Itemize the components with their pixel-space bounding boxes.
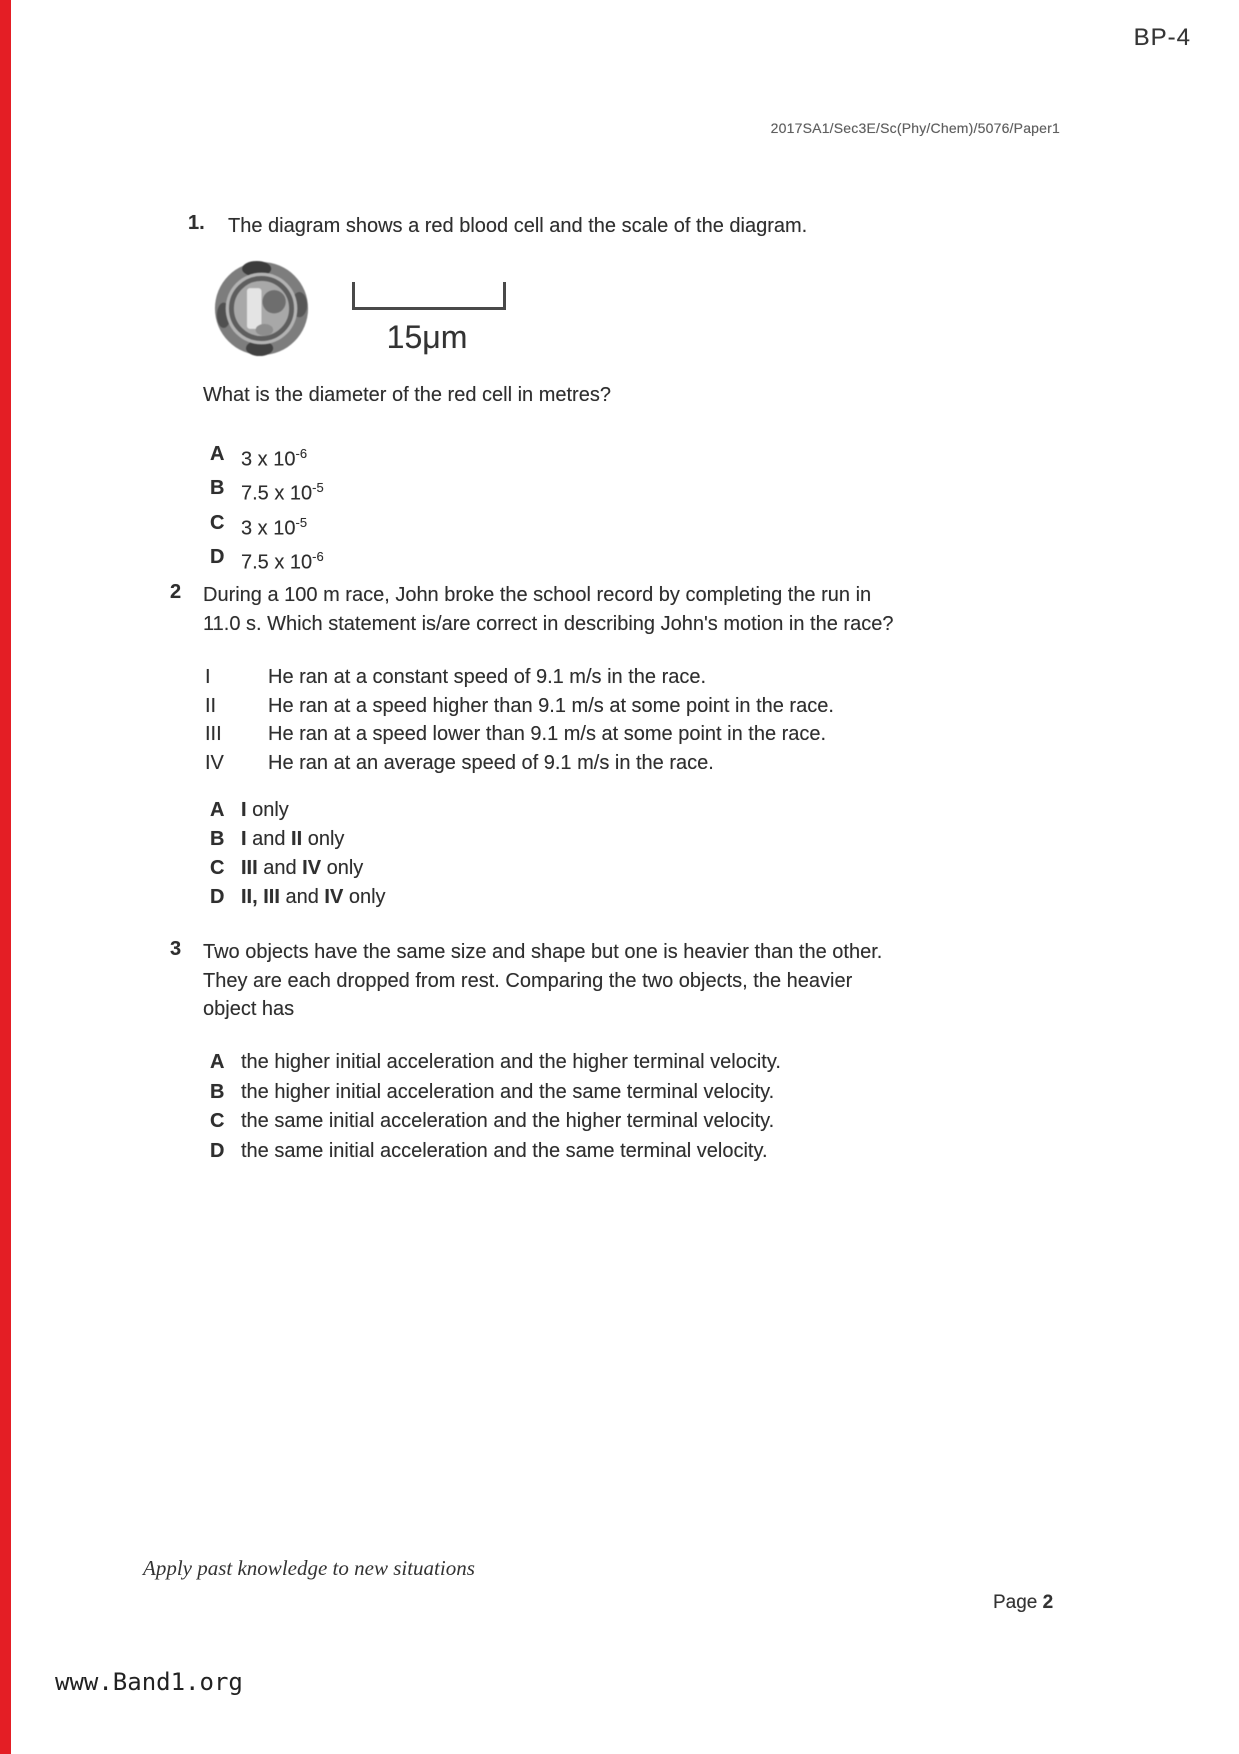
option-mantissa: 7.5 x 10 [241, 551, 313, 574]
question-2-options [210, 796, 386, 912]
option-letter: C [210, 1110, 225, 1132]
left-margin-bar [0, 0, 11, 1754]
option-row [210, 474, 324, 508]
question-1-line: The diagram shows a red blood cell and the scale of the diagram. [228, 215, 808, 237]
paper-reference: 2017SA1/Sec3E/Sc(Phy/Chem)/5076/Paper1 [770, 120, 1060, 136]
option-suffix: only [302, 828, 345, 850]
option-letter: C [210, 511, 225, 534]
option-letter: D [210, 1139, 225, 1162]
statement-row [205, 749, 834, 778]
option-mantissa: 3 x 10 [241, 517, 296, 540]
option-connector: and [279, 886, 325, 908]
option-text: the higher initial acceleration and the same terminal velocity. [241, 1080, 775, 1103]
option-letter: C [210, 857, 225, 879]
question-2-line: During a 100 m race, John broke the school record by completing the run in [203, 584, 872, 606]
question-3-text [203, 938, 882, 1024]
option-row [210, 825, 386, 854]
option-row [210, 796, 386, 825]
question-2-statements [205, 663, 834, 777]
option-suffix: only [321, 857, 364, 879]
option-numeral: III [241, 857, 258, 879]
option-letter: A [210, 1051, 225, 1073]
page-label: Page [993, 1592, 1038, 1613]
option-row [210, 1048, 781, 1078]
question-3-line: Two objects have the same size and shape but one is heavier than the other. [203, 941, 883, 963]
option-suffix: only [343, 886, 386, 908]
option-letter: A [210, 443, 225, 465]
option-numeral: II [291, 828, 303, 850]
question-2-line: 11.0 s. Which statement is/are correct in describing John's motion in the race? [203, 612, 894, 635]
statement-text: He ran at a speed higher than 9.1 m/s at some point in the race. [268, 694, 834, 717]
statement-text: He ran at an average speed of 9.1 m/s in the race. [268, 751, 714, 774]
option-letter: B [210, 477, 225, 500]
question-1-figure [213, 256, 512, 357]
option-letter: D [210, 886, 225, 908]
option-text [241, 796, 289, 825]
question-1-text [228, 212, 807, 241]
option-value [241, 543, 324, 577]
page-number-value: 2 [1042, 1592, 1054, 1613]
statement-numeral: II [205, 694, 217, 717]
scale-label: 15μm [386, 319, 468, 355]
red-blood-cell-image [213, 260, 310, 357]
option-numeral: IV [302, 857, 322, 879]
question-3-line: object has [203, 998, 295, 1020]
option-row [210, 543, 324, 577]
statement-row [205, 720, 834, 749]
question-3-options [210, 1048, 781, 1166]
assessment-objective-note: Apply past knowledge to new situations [143, 1556, 475, 1580]
option-text [241, 883, 386, 912]
option-numeral: I [241, 828, 247, 850]
option-letter: D [210, 545, 225, 568]
option-row [210, 1078, 781, 1108]
scale-bar [352, 282, 506, 310]
option-row [210, 509, 324, 543]
option-letter: B [210, 1080, 225, 1103]
option-mantissa: 7.5 x 10 [241, 482, 313, 505]
option-exponent: -6 [312, 548, 324, 564]
option-exponent: -6 [295, 446, 308, 461]
option-suffix: only [246, 799, 289, 821]
statement-row [205, 663, 834, 692]
option-letter: B [210, 828, 225, 850]
option-exponent: -5 [312, 480, 324, 496]
question-3-line: They are each dropped from rest. Comparing the two objects, the heavier [203, 969, 853, 992]
corner-label: BP-4 [1133, 24, 1191, 51]
site-watermark: www.Band1.org [55, 1668, 243, 1696]
option-text: the same initial acceleration and the same terminal velocity. [241, 1139, 768, 1162]
option-numeral: II, III [241, 886, 280, 908]
question-2 [170, 581, 893, 638]
scale-indicator [342, 256, 512, 356]
statement-numeral: III [205, 723, 222, 746]
option-row [210, 883, 386, 912]
option-numeral: IV [324, 886, 344, 908]
option-text [241, 854, 363, 883]
question-1-prompt: What is the diameter of the red cell in metres? [203, 384, 611, 406]
question-3 [170, 938, 882, 1024]
option-connector: and [257, 857, 303, 879]
option-letter: A [210, 799, 225, 821]
question-2-number: 2 [170, 581, 182, 603]
statement-text: He ran at a speed lower than 9.1 m/s at some point in the race. [268, 723, 827, 746]
option-value [241, 509, 307, 543]
statement-numeral: IV [205, 751, 224, 774]
option-text: the same initial acceleration and the higher terminal velocity. [241, 1110, 775, 1132]
statement-row [205, 692, 834, 721]
option-text: the higher initial acceleration and the higher terminal velocity. [241, 1051, 781, 1073]
option-row [210, 854, 386, 883]
question-3-number: 3 [170, 938, 182, 960]
question-2-text [203, 581, 893, 638]
option-row [210, 440, 324, 474]
option-value [241, 474, 324, 508]
option-connector: and [246, 828, 292, 850]
statement-text: He ran at a constant speed of 9.1 m/s in the race. [268, 666, 707, 688]
question-1-options [210, 440, 324, 577]
page-number [993, 1592, 1053, 1614]
question-1-number: 1. [188, 212, 205, 234]
statement-numeral: I [205, 666, 211, 688]
option-text [241, 825, 344, 854]
option-row [210, 1137, 781, 1167]
option-row [210, 1107, 781, 1137]
question-1 [188, 212, 807, 241]
option-numeral: I [241, 799, 247, 821]
option-mantissa: 3 x 10 [241, 448, 296, 471]
option-value [241, 440, 307, 474]
option-exponent: -5 [295, 514, 308, 530]
